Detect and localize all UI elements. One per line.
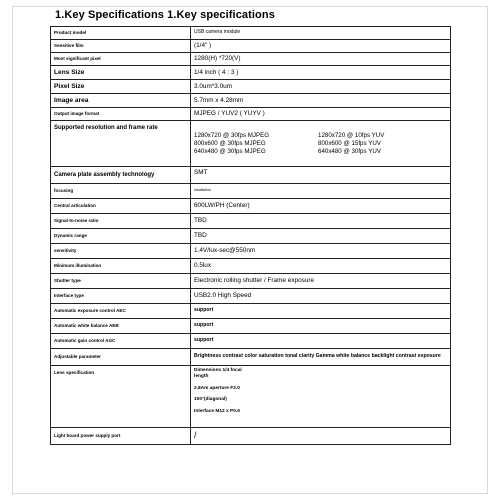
- table-row: [51, 53, 451, 66]
- spec-label: Shutter type: [51, 274, 191, 289]
- spec-value: support: [191, 304, 451, 319]
- spec-value: TBD: [191, 229, 451, 244]
- table-row: [51, 199, 451, 214]
- spec-value: /: [191, 428, 451, 445]
- spec-label: Lens specification: [51, 366, 191, 428]
- table-row: [51, 274, 451, 289]
- spec-value: Brightness contrast color saturation tonal clarity Gamma white balance backlight contrast exposure: [191, 349, 451, 366]
- spec-value: support: [191, 334, 451, 349]
- spec-label: Dynamic range: [51, 229, 191, 244]
- table-row: [51, 80, 451, 94]
- spec-label: Lens Size: [51, 66, 191, 80]
- spec-label: Product model: [51, 27, 191, 40]
- spec-label: Automatic gain control AGC: [51, 334, 191, 349]
- lens-line: 100°(diagonal): [194, 397, 227, 403]
- resolution-entry: 800x600 @ 15fps YUV: [318, 139, 381, 147]
- table-row: [51, 334, 451, 349]
- table-row: [51, 27, 451, 40]
- spec-value: 1280(H) *720(V): [191, 53, 451, 66]
- spec-label: sensitivity: [51, 244, 191, 259]
- spec-value: Electronic rolling shutter / Frame exposure: [191, 274, 451, 289]
- page-title: 1.Key Specifications 1.Key specifications: [55, 9, 275, 21]
- table-row: [51, 214, 451, 229]
- table-row: [51, 94, 451, 108]
- table-row: [51, 289, 451, 304]
- resolution-entry: 640x480 @ 30fps YUV: [318, 147, 381, 155]
- spec-value: TBD: [191, 214, 451, 229]
- lens-line: Interface M12 x P0.5: [194, 409, 240, 414]
- spec-label: focusing: [51, 184, 191, 199]
- table-row: [51, 428, 451, 445]
- table-row: [51, 259, 451, 274]
- table-row: [51, 319, 451, 334]
- lens-cell: [191, 366, 451, 428]
- spec-value: USB camera module: [191, 27, 451, 40]
- spec-value: support: [191, 319, 451, 334]
- spec-label: Camera plate assembly technology: [51, 167, 191, 184]
- lens-line: 2.8Am aperture F2.0: [194, 385, 240, 391]
- spec-label: Signal-to-noise ratio: [51, 214, 191, 229]
- spec-value: installation: [191, 184, 451, 199]
- spec-label: Light board power supply port: [51, 428, 191, 445]
- resolution-entry: 800x600 @ 30fps MJPEG: [194, 139, 266, 147]
- spec-value: 0.5lux: [191, 259, 451, 274]
- spec-value: (1/4" ): [191, 40, 451, 53]
- spec-value: 5.7mm x 4.28mm: [191, 94, 451, 108]
- table-row: [51, 167, 451, 184]
- lens-line: Dimensions 1/4 focal: [194, 368, 242, 373]
- table-row: [51, 108, 451, 121]
- spec-label: Automatic white balance AEB: [51, 319, 191, 334]
- spec-value: 1.4V/lux-sec@550nm: [191, 244, 451, 259]
- resolution-entry: 1280x720 @ 10fps YUV: [318, 132, 385, 139]
- spec-label: Image area: [51, 94, 191, 108]
- spec-value: USB2.0 High Speed: [191, 289, 451, 304]
- spec-label: Output image format: [51, 108, 191, 121]
- resolution-cell: [191, 121, 451, 167]
- table-row: [51, 366, 451, 428]
- spec-value: SMT: [191, 167, 451, 184]
- spec-label: Interface type: [51, 289, 191, 304]
- spec-label: Sensitive film: [51, 40, 191, 53]
- spec-label: Automatic exposure control AEC: [51, 304, 191, 319]
- table-row: [51, 304, 451, 319]
- table-row: [51, 184, 451, 199]
- table-row: [51, 121, 451, 167]
- spec-value: 3.0um*3.0um: [191, 80, 451, 94]
- spec-value: 600LW/PH (Center): [191, 199, 451, 214]
- spec-value: 1/4 inch ( 4 : 3 ): [191, 66, 451, 80]
- spec-label: Adjustable parameter: [51, 349, 191, 366]
- spec-label: Most significant pixel: [51, 53, 191, 66]
- table-row: [51, 66, 451, 80]
- table-row: [51, 349, 451, 366]
- spec-table: [50, 26, 451, 445]
- spec-label: Central articulation: [51, 199, 191, 214]
- table-row: [51, 244, 451, 259]
- spec-label: Supported resolution and frame rate: [51, 121, 191, 167]
- resolution-entry: 1280x720 @ 30fps MJPEG: [194, 132, 270, 139]
- spec-label: Minimum illumination: [51, 259, 191, 274]
- spec-value: MJPEG / YUV2 ( YUYV ): [191, 108, 451, 121]
- lens-line: length: [194, 373, 209, 379]
- spec-label: Pixel Size: [51, 80, 191, 94]
- resolution-entry: 640x480 @ 30fps MJPEG: [194, 147, 266, 155]
- table-row: [51, 229, 451, 244]
- table-row: [51, 40, 451, 53]
